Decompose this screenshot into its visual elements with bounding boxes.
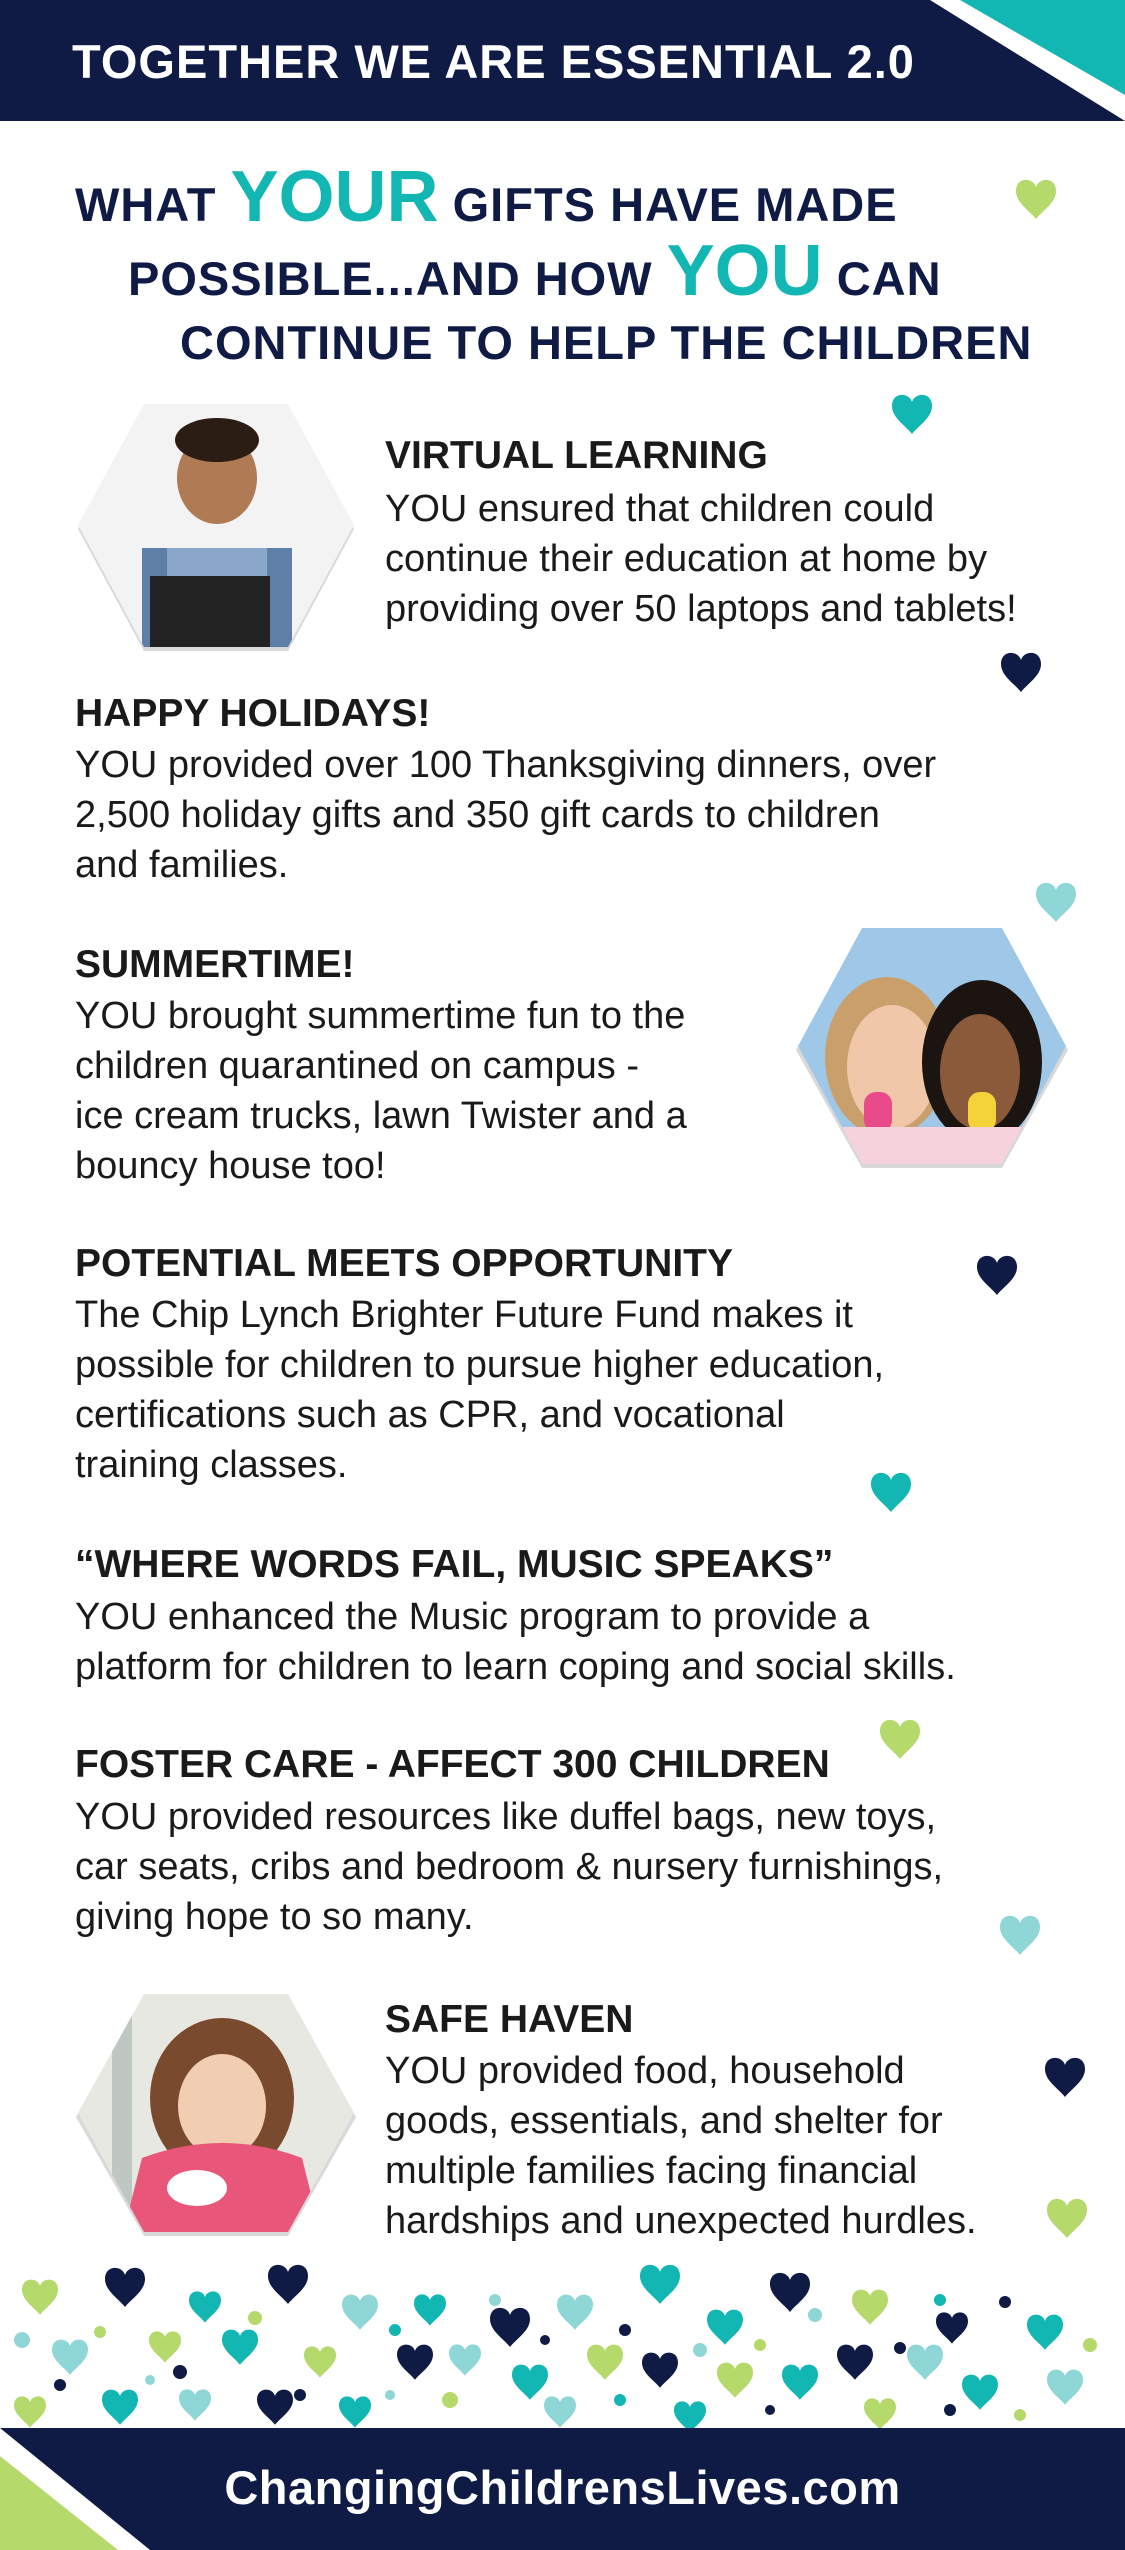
headline-line-1: WHAT YOUR GIFTS HAVE MADE (75, 157, 898, 237)
section-body-music: YOU enhanced the Music program to provide a platform for children to learn coping and social skills. (75, 1596, 956, 1688)
section-body-potential: The Chip Lynch Brighter Future Fund makes it possible for children to pursue higher education, certifications such as CPR, and vocational training classes. (75, 1294, 885, 1486)
header-title: TOGETHER WE ARE ESSENTIAL 2.0 (72, 35, 915, 88)
section-title-summertime: SUMMERTIME! (75, 943, 355, 986)
section-body-summertime: YOU brought summertime fun to the children quarantined on campus - ice cream trucks, lawn Twister and a bouncy house too! (75, 995, 687, 1187)
heart-icon (880, 1720, 920, 1759)
section-title-happy-holidays: HAPPY HOLIDAYS! (75, 692, 431, 735)
section-body-happy-holidays: YOU provided over 100 Thanksgiving dinners, over 2,500 holiday gifts and 350 gift cards to children and families. (75, 744, 937, 886)
section-title-foster-care: FOSTER CARE - AFFECT 300 CHILDREN (75, 1743, 830, 1786)
heart-icon (1036, 883, 1076, 922)
photo-boy-with-tablet (72, 398, 360, 653)
headline-line-3: CONTINUE TO HELP THE CHILDREN (180, 316, 1033, 369)
section-body-virtual-learning: YOU ensured that children could continue their education at home by providing over 50 laptops and tablets! (385, 488, 1017, 630)
heart-icon (1000, 1916, 1040, 1955)
photo-girl-with-blanket (72, 1988, 360, 2238)
heart-icon (1045, 2058, 1085, 2097)
section-body-safe-haven: YOU provided food, household goods, essentials, and shelter for multiple families facing financial hardships and unexpected hurdles. (385, 2050, 977, 2242)
heart-icon (977, 1256, 1017, 1295)
section-body-foster-care: YOU provided resources like duffel bags, new toys, car seats, cribs and bedroom & nursery furnishings, giving hope to so many. (75, 1796, 944, 1938)
section-title-virtual-learning: VIRTUAL LEARNING (385, 434, 768, 477)
section-title-safe-haven: SAFE HAVEN (385, 1998, 634, 2041)
heart-icon (1047, 2199, 1087, 2238)
headline-line-2: POSSIBLE...AND HOW YOU CAN (128, 231, 942, 311)
footer-website-link[interactable]: ChangingChildrensLives.com (224, 2461, 901, 2514)
heart-icon (1001, 653, 1041, 692)
section-title-potential: POTENTIAL MEETS OPPORTUNITY (75, 1242, 733, 1285)
section-title-music: “WHERE WORDS FAIL, MUSIC SPEAKS” (75, 1543, 834, 1586)
heart-icon (892, 395, 932, 434)
photo-girls-with-ice-cream (792, 922, 1072, 1170)
